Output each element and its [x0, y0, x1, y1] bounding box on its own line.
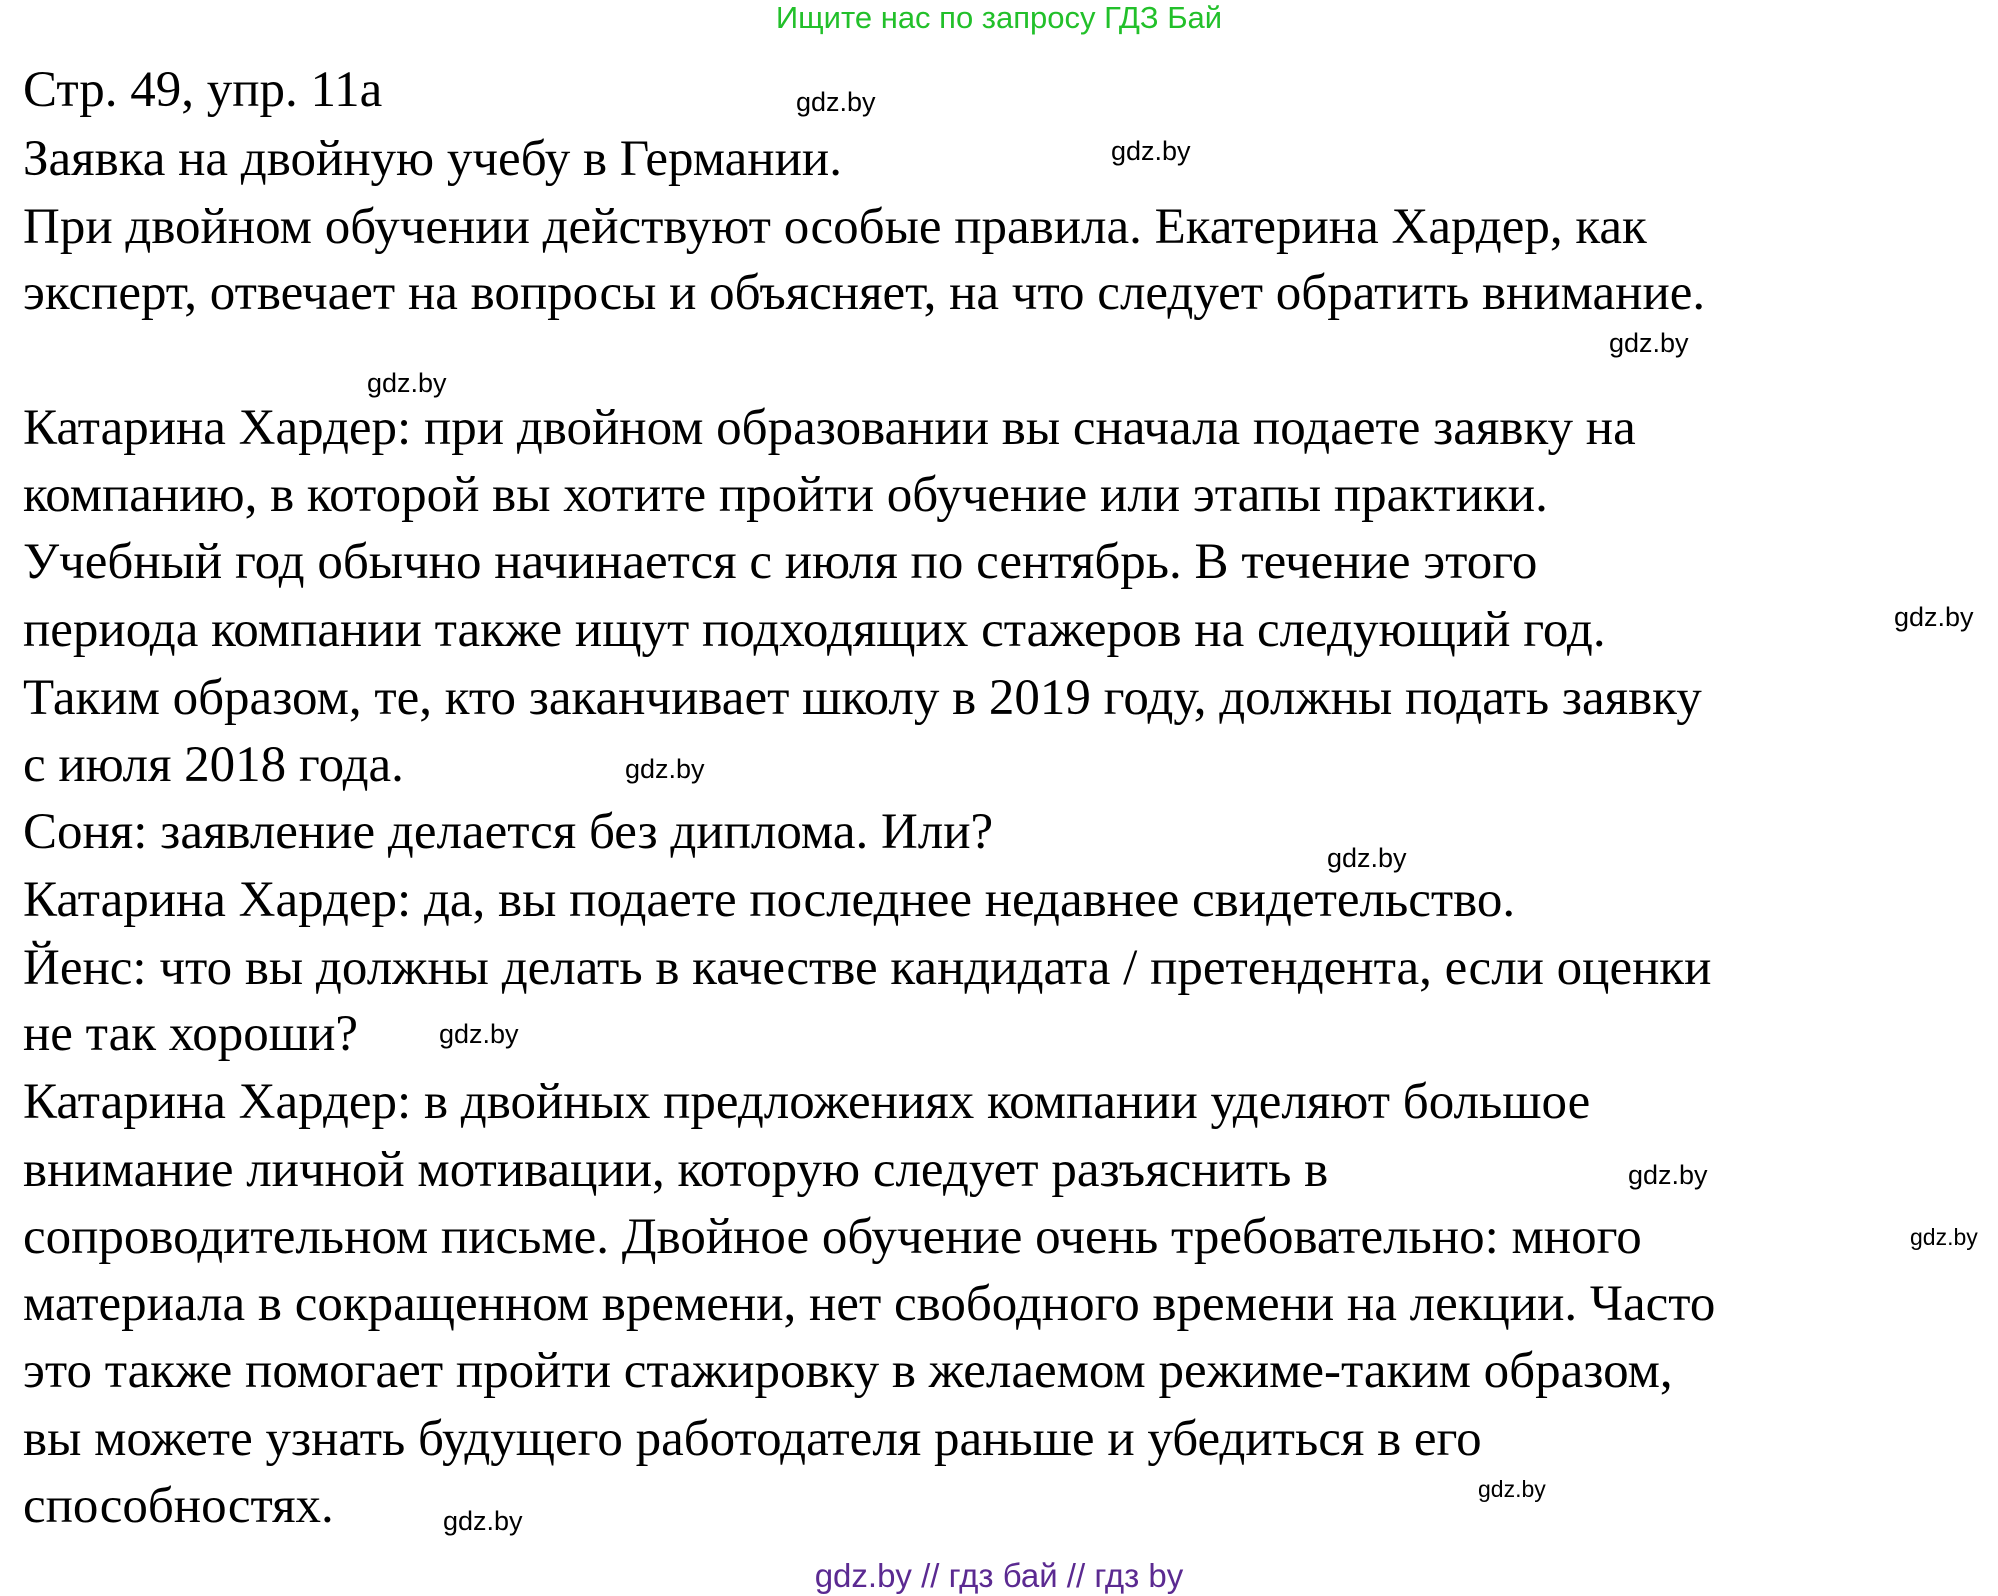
- text-line: сопроводительном письме. Двойное обучение очень требовательно: много: [23, 1209, 1642, 1265]
- footer-banner: gdz.by // гдз бай // гдз by: [814, 1557, 1184, 1594]
- text-line: периода компании также ищут подходящих стажеров на следующий год.: [23, 602, 1606, 658]
- text-line: Учебный год обычно начинается с июля по сентябрь. В течение этого: [23, 534, 1538, 590]
- watermark: gdz.by: [439, 1019, 519, 1049]
- watermark: gdz.by: [1628, 1160, 1708, 1190]
- text-line: При двойном обучении действуют особые правила. Екатерина Хардер, как: [23, 199, 1647, 255]
- text-line: Катарина Хардер: да, вы подаете последнее недавнее свидетельство.: [23, 872, 1516, 928]
- watermark: gdz.by: [1111, 136, 1191, 166]
- text-line: это также помогает пройти стажировку в желаемом режиме-таким образом,: [23, 1343, 1673, 1399]
- text-line: компанию, в которой вы хотите пройти обучение или этапы практики.: [23, 467, 1548, 523]
- watermark: gdz.by: [1478, 1476, 1546, 1502]
- text-title: Заявка на двойную учебу в Германии.: [23, 131, 842, 187]
- text-line: вы можете узнать будущего работодателя раньше и убедиться в его: [23, 1411, 1482, 1467]
- text-line: Катарина Хардер: при двойном образовании вы сначала подаете заявку на: [23, 400, 1636, 456]
- text-line: с июля 2018 года.: [23, 737, 404, 793]
- text-line: не так хороши?: [23, 1006, 359, 1062]
- watermark: gdz.by: [796, 87, 876, 117]
- watermark: gdz.by: [1910, 1224, 1978, 1250]
- text-line: Таким образом, те, кто заканчивает школу в 2019 году, должны подать заявку: [23, 670, 1702, 726]
- watermark: gdz.by: [367, 368, 447, 398]
- watermark: gdz.by: [625, 754, 705, 784]
- text-line: Соня: заявление делается без диплома. Или?: [23, 804, 994, 860]
- exercise-heading: Стр. 49, упр. 11а: [23, 62, 383, 118]
- watermark: gdz.by: [1609, 328, 1689, 358]
- text-line: Катарина Хардер: в двойных предложениях компании уделяют большое: [23, 1074, 1591, 1130]
- text-line: способностях.: [23, 1478, 334, 1534]
- text-line: Йенс: что вы должны делать в качестве кандидата / претендента, если оценки: [23, 940, 1712, 996]
- text-line: эксперт, отвечает на вопросы и объясняет, на что следует обратить внимание.: [23, 265, 1706, 321]
- watermark: gdz.by: [443, 1506, 523, 1536]
- watermark: gdz.by: [1327, 843, 1407, 873]
- watermark: gdz.by: [1894, 602, 1974, 632]
- header-banner: Ищите нас по запросу ГДЗ Бай: [775, 0, 1223, 35]
- text-line: внимание личной мотивации, которую следует разъяснить в: [23, 1142, 1329, 1198]
- text-line: материала в сокращенном времени, нет свободного времени на лекции. Часто: [23, 1276, 1716, 1332]
